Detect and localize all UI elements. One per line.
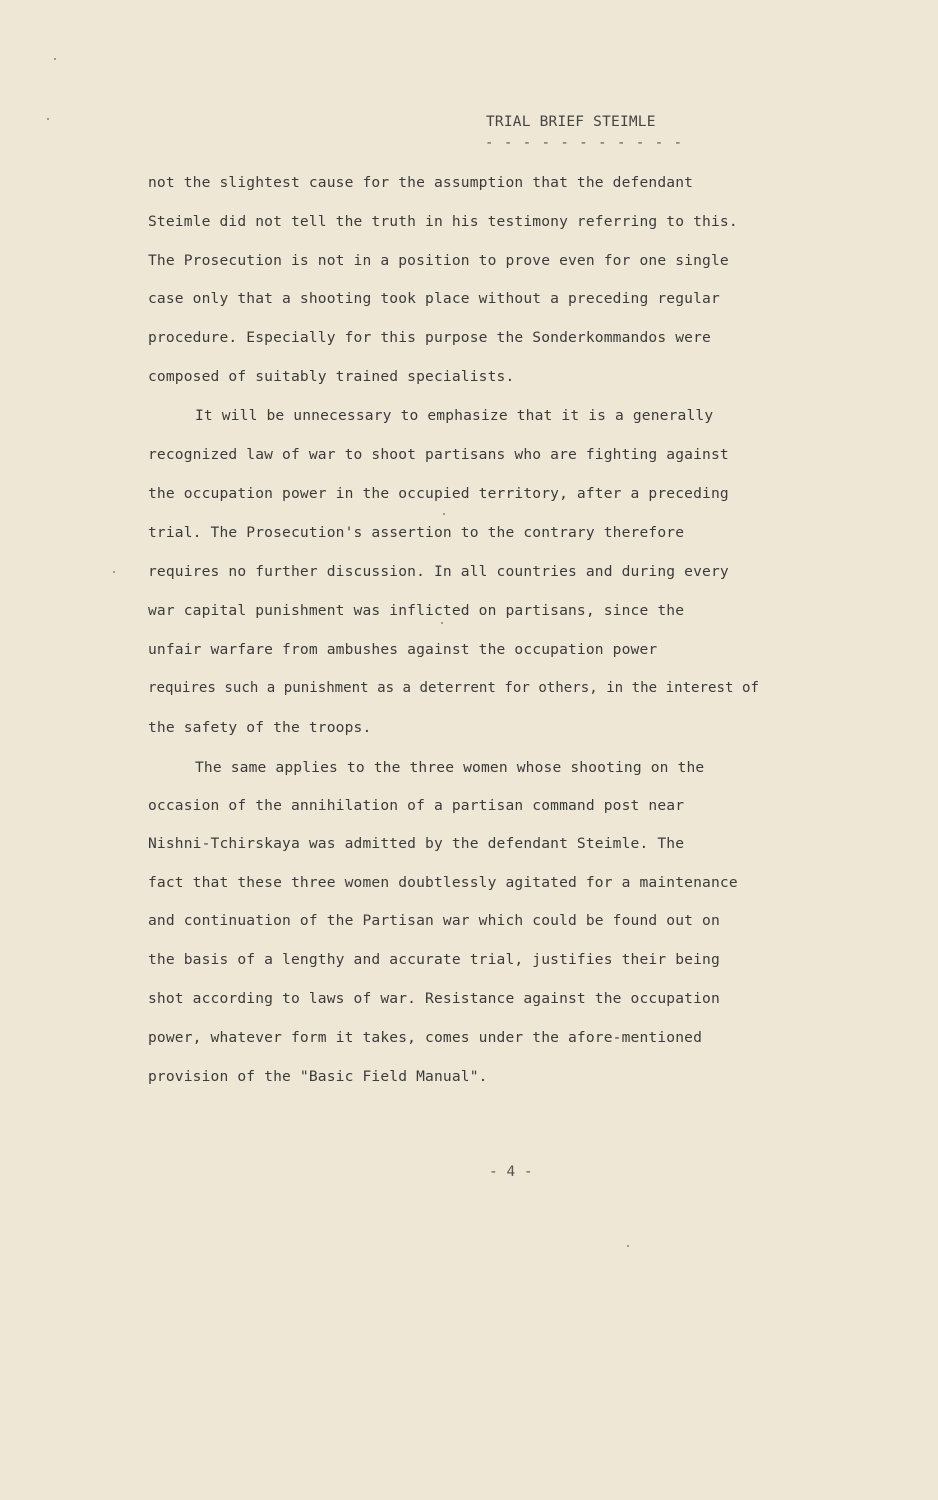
text-line: Nishni-Tchirskaya was admitted by the defendant Steimle. The [148, 835, 685, 852]
paper-speck [441, 622, 443, 624]
text-line: the safety of the troops. [148, 719, 372, 736]
document-title: TRIAL BRIEF STEIMLE [486, 114, 656, 130]
text-line: The same applies to the three women whose shooting on the [195, 759, 705, 776]
paper-speck [443, 513, 445, 515]
text-line: not the slightest cause for the assumption that the defendant [148, 174, 694, 191]
paper-speck [54, 58, 56, 60]
text-line: the basis of a lengthy and accurate trial, justifies their being [148, 951, 720, 968]
text-line: the occupation power in the occupied territory, after a preceding [148, 485, 729, 502]
text-line: power, whatever form it takes, comes under the afore-mentioned [148, 1029, 703, 1046]
text-line: Steimle did not tell the truth in his testimony referring to this. [148, 213, 738, 230]
text-line: composed of suitably trained specialists. [148, 368, 515, 385]
text-line: It will be unnecessary to emphasize that it is a generally [195, 407, 714, 424]
text-line: recognized law of war to shoot partisans who are fighting against [148, 446, 729, 463]
text-line: procedure. Especially for this purpose the Sonderkommandos were [148, 329, 711, 346]
text-line: shot according to laws of war. Resistance against the occupation [148, 990, 720, 1007]
title-underline: - - - - - - - - - - - [485, 135, 684, 151]
text-line: and continuation of the Partisan war which could be found out on [148, 912, 720, 929]
text-line: provision of the "Basic Field Manual". [148, 1068, 488, 1085]
text-line: fact that these three women doubtlessly agitated for a maintenance [148, 874, 738, 891]
text-line: unfair warfare from ambushes against the occupation power [148, 641, 658, 658]
paper-speck [113, 571, 115, 573]
paper-speck [627, 1245, 629, 1247]
text-line: trial. The Prosecution's assertion to the contrary therefore [148, 524, 685, 541]
text-line: requires such a punishment as a deterrent for others, in the interest of [148, 680, 759, 696]
page-number: - 4 - [489, 1164, 533, 1180]
text-line: occasion of the annihilation of a partisan command post near [148, 797, 685, 814]
paper-speck [47, 118, 49, 120]
text-line: war capital punishment was inflicted on partisans, since the [148, 602, 685, 619]
text-line: The Prosecution is not in a position to prove even for one single [148, 252, 729, 269]
text-line: case only that a shooting took place without a preceding regular [148, 290, 720, 307]
text-line: requires no further discussion. In all countries and during every [148, 563, 729, 580]
